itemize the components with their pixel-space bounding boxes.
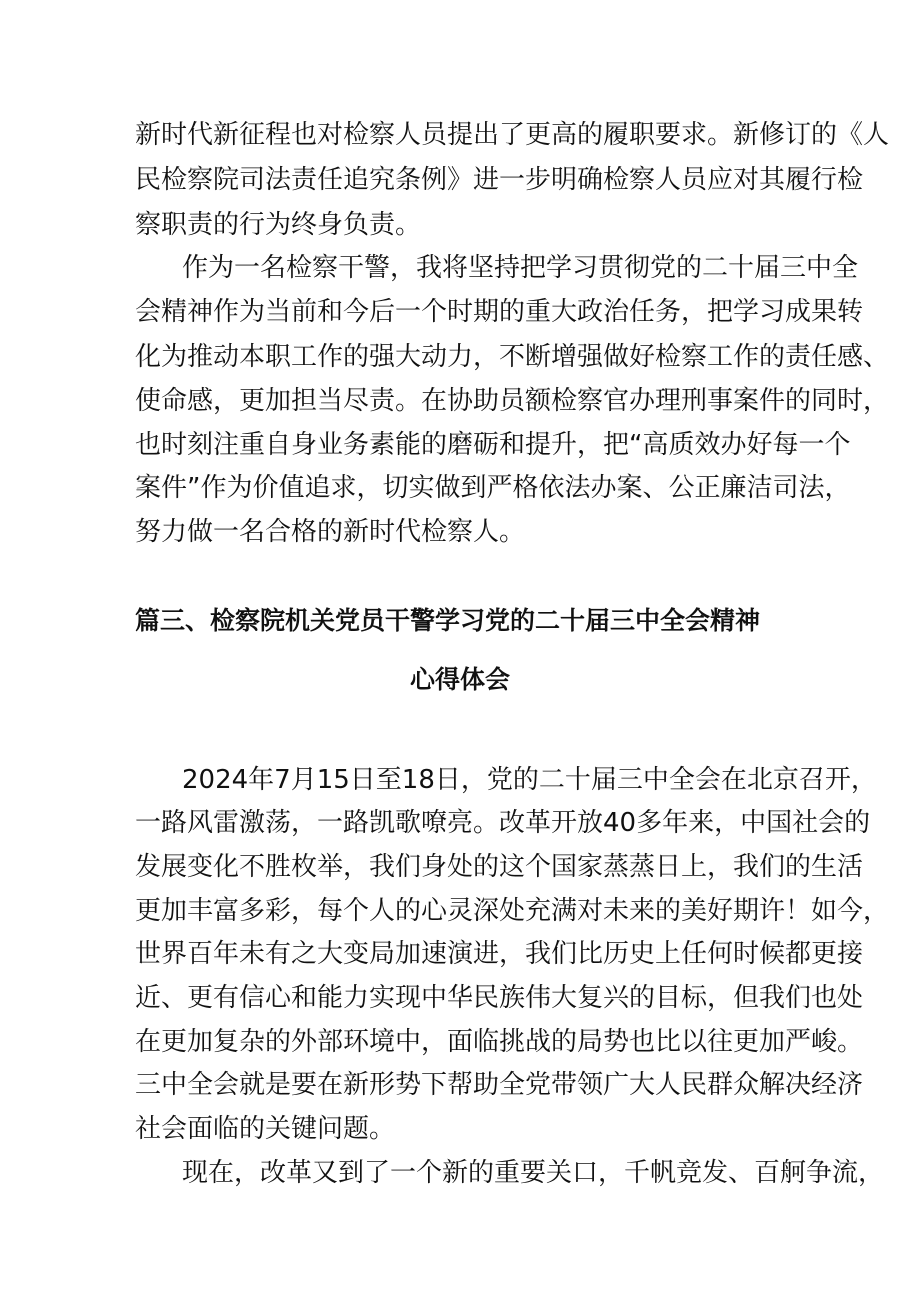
paragraph-3-line-7: 在更加复杂的外部环境中，面临挑战的局势也比以往更加严峻。	[135, 1027, 864, 1057]
section-title-line-1: 篇三、检察院机关党员干警学习党的二十届三中全会精神	[135, 606, 761, 635]
paragraph-3-line-5: 世界百年未有之大变局加速演进，我们比历史上任何时候都更接	[135, 939, 864, 969]
paragraph-3-line-6: 近、更有信心和能力实现中华民族伟大复兴的目标，但我们也处	[135, 983, 864, 1013]
paragraph-1-line-2: 民检察院司法责任追究条例》进一步明确检察人员应对其履行检	[135, 165, 864, 195]
paragraph-3-line-3: 发展变化不胜枚举，我们身处的这个国家蒸蒸日上，我们的生活	[135, 852, 864, 882]
paragraph-3-line-1: 2024年7月15日至18日，党的二十届三中全会在北京召开，	[182, 765, 877, 795]
paragraph-2-line-3: 化为推动本职工作的强大动力，不断增强做好检察工作的责任感、	[135, 342, 890, 372]
paragraph-3-line-9: 社会面临的关键问题。	[135, 1114, 396, 1144]
paragraph-3-line-2: 一路风雷激荡，一路凯歌嘹亮。改革开放40多年来，中国社会的	[135, 808, 871, 838]
paragraph-2-line-5: 也时刻注重自身业务素能的磨砺和提升，把“高质效办好每一个	[135, 430, 851, 460]
paragraph-1-line-3: 察职责的行为终身负责。	[135, 210, 422, 240]
paragraph-3-line-8: 三中全会就是要在新形势下帮助全党带领广大人民群众解决经济	[135, 1070, 864, 1100]
paragraph-2-line-6: 案件”作为价值追求，切实做到严格依法办案、公正廉洁司法，	[135, 473, 851, 503]
paragraph-2-line-2: 会精神作为当前和今后一个时期的重大政治任务，把学习成果转	[135, 297, 864, 327]
paragraph-2-line-7: 努力做一名合格的新时代检察人。	[135, 517, 526, 547]
section-title-line-2: 心得体会	[410, 665, 511, 694]
paragraph-3-line-4: 更加丰富多彩，每个人的心灵深处充满对未来的美好期许！如今，	[135, 896, 890, 926]
paragraph-1-line-1: 新时代新征程也对检察人员提出了更高的履职要求。新修订的《人	[135, 120, 890, 150]
paragraph-4-line-1: 现在，改革又到了一个新的重要关口，千帆竞发、百舸争流，	[182, 1158, 885, 1188]
paragraph-2-line-1: 作为一名检察干警，我将坚持把学习贯彻党的二十届三中全	[182, 253, 859, 283]
paragraph-2-line-4: 使命感，更加担当尽责。在协助员额检察官办理刑事案件的同时，	[135, 386, 890, 416]
